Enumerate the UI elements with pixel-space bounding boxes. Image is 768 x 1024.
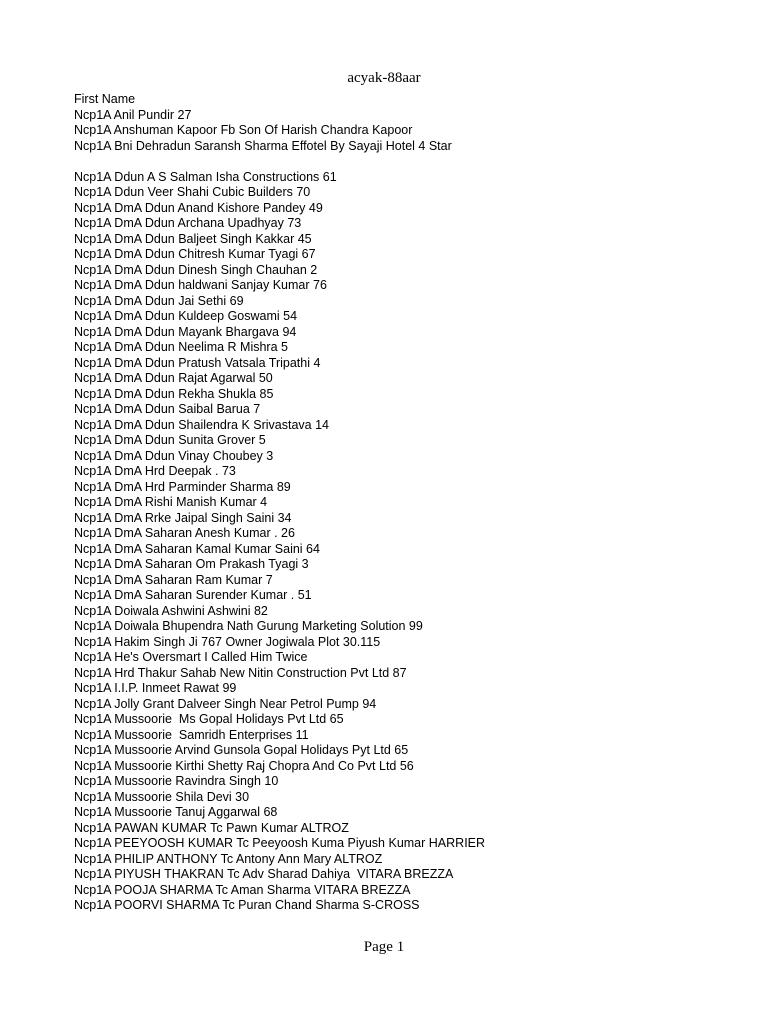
page-number: Page 1 (363, 939, 405, 955)
list-item: Ncp1A Mussoorie Shila Devi 30 (74, 789, 250, 804)
list-item: Ncp1A DmA Ddun Rajat Agarwal 50 (74, 371, 273, 385)
list-item: Ncp1A He's Oversmart I Called Him Twice (74, 650, 308, 664)
list-item: Ncp1A DmA Rrke Jaipal Singh Saini 34 (74, 510, 292, 525)
list-item: Ncp1A DmA Ddun Pratush Vatsala Tripathi 4 (74, 355, 321, 370)
list-item: Ncp1A DmA Ddun Archana Upadhyay 73 (74, 216, 302, 230)
list-item: Ncp1A Doiwala Bhupendra Nath Gurung Marketing Solution 99 (74, 619, 423, 633)
list-item: Ncp1A DmA Ddun Jai Sethi 69 (74, 293, 244, 308)
list-item: Ncp1A DmA Ddun haldwani Sanjay Kumar 76 (74, 278, 327, 292)
list-item: Ncp1A Mussoorie Arvind Gunsola Gopal Holidays Pyt Ltd 65 (74, 743, 409, 757)
list-item: Ncp1A Mussoorie Kirthi Shetty Raj Chopra And Co Pvt Ltd 56 (74, 758, 414, 773)
list-item: Ncp1A Anil Pundir 27 (74, 107, 192, 122)
list-item: Ncp1A PHILIP ANTHONY Tc Antony Ann Mary ALTROZ (74, 851, 383, 866)
list-item: Ncp1A PIYUSH THAKRAN Tc Adv Sharad Dahiya VITARA BREZZA (74, 867, 454, 881)
list-item: Ncp1A Mussoorie Ravindra Singh 10 (74, 774, 279, 788)
list-item: Ncp1A PEEYOOSH KUMAR Tc Peeyoosh Kuma Piyush Kumar HARRIER (74, 836, 486, 850)
list-item: Ncp1A DmA Ddun Anand Kishore Pandey 49 (74, 200, 323, 215)
list-item: Ncp1A DmA Ddun Chitresh Kumar Tyagi 67 (74, 247, 316, 261)
list-item: Ncp1A Mussoorie Ms Gopal Holidays Pvt Ltd 65 (74, 712, 344, 726)
list-item: Ncp1A DmA Ddun Sunita Grover 5 (74, 433, 266, 447)
list-item: Ncp1A Hakim Singh Ji 767 Owner Jogiwala Plot 30.115 (74, 634, 381, 649)
list-item: Ncp1A DmA Rishi Manish Kumar 4 (74, 495, 268, 509)
list-item: Ncp1A Jolly Grant Dalveer Singh Near Petrol Pump 94 (74, 696, 377, 711)
list-item: Ncp1A DmA Ddun Dinesh Singh Chauhan 2 (74, 262, 318, 277)
column-header: First Name (74, 92, 136, 106)
list-item: Ncp1A Doiwala Ashwini Ashwini 82 (74, 603, 268, 618)
list-item: Ncp1A Anshuman Kapoor Fb Son Of Harish Chandra Kapoor (74, 123, 413, 137)
list-item: Ncp1A DmA Ddun Kuldeep Goswami 54 (74, 309, 298, 323)
list-item: Ncp1A PAWAN KUMAR Tc Pawn Kumar ALTROZ (74, 820, 349, 835)
list-item: Ncp1A DmA Saharan Om Prakash Tyagi 3 (74, 557, 309, 571)
list-item: Ncp1A Mussoorie Samridh Enterprises 11 (74, 727, 309, 742)
list-item: Ncp1A DmA Saharan Anesh Kumar . 26 (74, 526, 295, 540)
list-spacer (74, 154, 485, 170)
list-item: Ncp1A DmA Saharan Kamal Kumar Saini 64 (74, 541, 320, 556)
page-title: acyak-88aar (347, 70, 421, 86)
list-item: Ncp1A DmA Hrd Parminder Sharma 89 (74, 479, 291, 494)
list-item: Ncp1A POORVI SHARMA Tc Puran Chand Sharma S-CROSS (74, 898, 420, 912)
list-item: Ncp1A DmA Ddun Shailendra K Srivastava 14 (74, 417, 329, 432)
list-item: Ncp1A POOJA SHARMA Tc Aman Sharma VITARA BREZZA (74, 882, 411, 897)
list-item: Ncp1A DmA Ddun Rekha Shukla 85 (74, 386, 274, 401)
list-item: Ncp1A I.I.P. Inmeet Rawat 99 (74, 681, 237, 695)
list-item: Ncp1A DmA Hrd Deepak . 73 (74, 464, 236, 478)
list-item: Ncp1A Hrd Thakur Sahab New Nitin Construction Pvt Ltd 87 (74, 665, 407, 680)
list-item: Ncp1A DmA Ddun Mayank Bhargava 94 (74, 324, 297, 339)
list-item: Ncp1A DmA Saharan Surender Kumar . 51 (74, 588, 312, 602)
list-item: Ncp1A Mussoorie Tanuj Aggarwal 68 (74, 805, 278, 819)
list-item: Ncp1A DmA Saharan Ram Kumar 7 (74, 572, 273, 587)
list-item: Ncp1A DmA Ddun Saibal Barua 7 (74, 402, 261, 416)
list-item: Ncp1A Bni Dehradun Saransh Sharma Effotel By Sayaji Hotel 4 Star (74, 138, 452, 153)
list-item: Ncp1A Ddun Veer Shahi Cubic Builders 70 (74, 185, 311, 199)
list-item: Ncp1A Ddun A S Salman Isha Constructions 61 (74, 169, 337, 184)
list-item: Ncp1A DmA Ddun Neelima R Mishra 5 (74, 340, 288, 354)
list-item: Ncp1A DmA Ddun Baljeet Singh Kakkar 45 (74, 231, 312, 246)
record-list (74, 108, 485, 914)
list-item: Ncp1A DmA Ddun Vinay Choubey 3 (74, 448, 274, 463)
